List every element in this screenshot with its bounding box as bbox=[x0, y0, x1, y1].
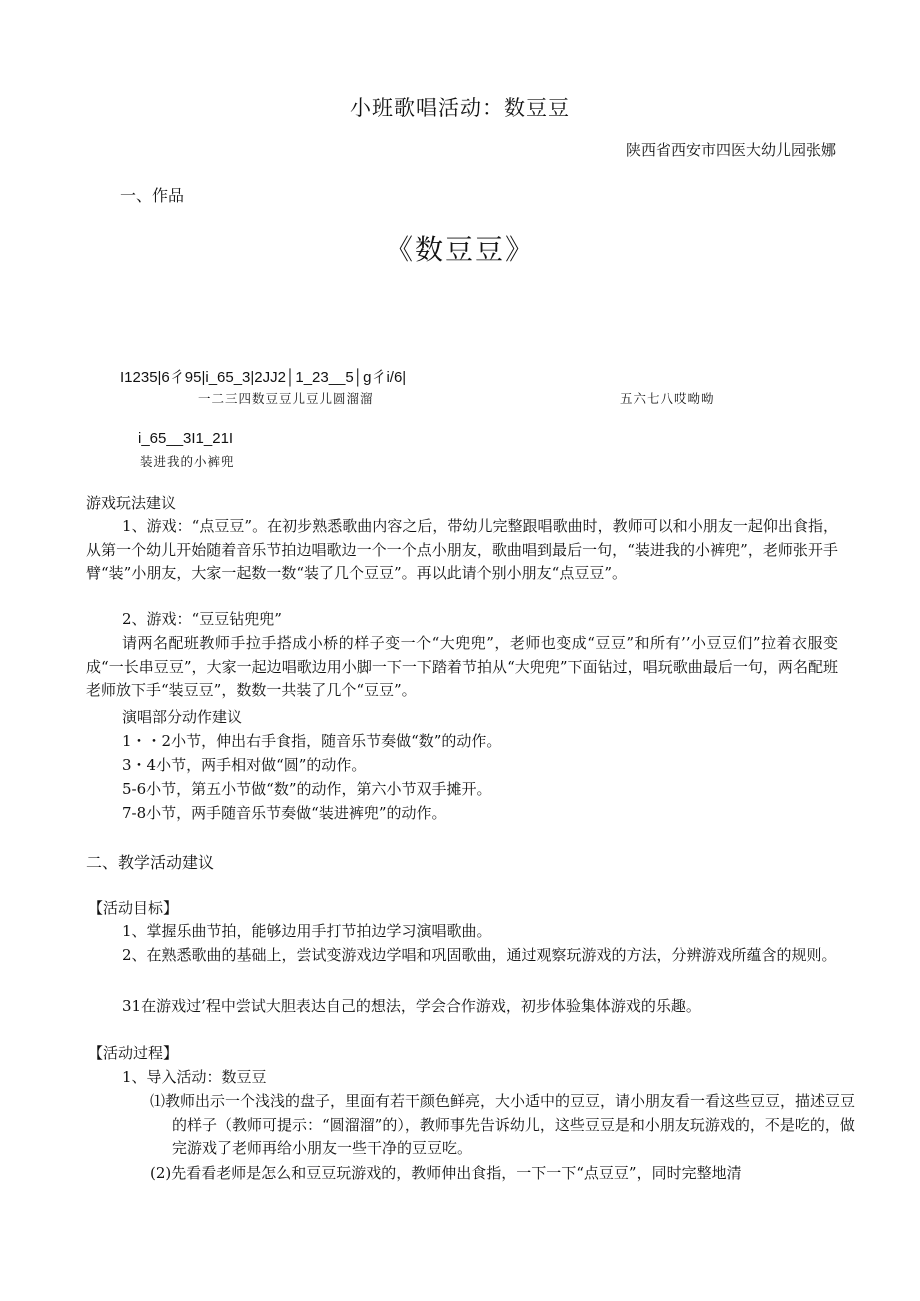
games-heading: 游戏玩法建议 bbox=[86, 494, 177, 512]
process-step-1: 1、导入活动：数豆豆 bbox=[122, 1068, 267, 1086]
action-item-3: 5-6小节，第五小节做“数”的动作，第六小节双手摊开。 bbox=[122, 780, 492, 798]
goal-item-2: 2、在熟悉歌曲的基础上，尝试变游戏边学唱和巩固歌曲，通过观察玩游戏的方法，分辨游戏所蕴含的规则。 bbox=[122, 946, 837, 964]
process-step-1b: (2)先看看老师是怎么和豆豆玩游戏的，教师伸出食指，一下一下“点豆豆”，同时完整地清 bbox=[150, 1164, 742, 1182]
action-item-4: 7-8小节，两手随音乐节奏做“装进裤兜”的动作。 bbox=[122, 804, 447, 822]
song-title: 《数豆豆》 bbox=[384, 233, 535, 266]
lyric-line-1a: 一二三四数豆豆儿豆儿圆溜溜 bbox=[198, 391, 374, 406]
process-heading: 【活动过程】 bbox=[88, 1044, 179, 1062]
document-title: 小班歌唱活动：数豆豆 bbox=[350, 96, 570, 120]
goal-item-1: 1、掌握乐曲节拍，能够边用手打节拍边学习演唱歌曲。 bbox=[122, 922, 492, 940]
notation-line-2: i_65__3I1_21I bbox=[138, 430, 234, 447]
goals-heading: 【活动目标】 bbox=[88, 899, 179, 917]
lyric-line-1b: 五六七八哎呦呦 bbox=[620, 391, 715, 406]
game-2-title: 2、游戏：“豆豆钻兜兜” bbox=[122, 610, 282, 628]
lyric-line-2: 装进我的小裤兜 bbox=[140, 454, 235, 469]
section1-heading: 一、作品 bbox=[120, 186, 185, 205]
game-1-paragraph: 1、游戏：“点豆豆”。在初步熟悉歌曲内容之后，带幼儿完整跟唱歌曲时，教师可以和小朋友一起仰出食指，从第一个幼儿开始随着音乐节拍边唱歌边一个一个点小朋友，歌曲唱到最后一句，“装进我的小裤兜”，老师张开手臂“装”小朋友，大家一起数一数“装了几个豆豆”。再以此请个别小朋友“点豆豆”。 bbox=[86, 517, 838, 582]
game-2-paragraph: 请两名配班教师手拉手搭成小桥的样子变一个“大兜兜”，老师也变成“豆豆”和所有’’小豆豆们”拉着衣服变成“一长串豆豆”，大家一起边唱歌边用小脚一下一下踏着节拍从“大兜兜”下面钻过，唱玩歌曲最后一句，两名配班老师放下手“装豆豆”，数数一共装了几个“豆豆”。 bbox=[86, 634, 838, 699]
process-step-1a: ⑴教师出示一个浅浅的盘子，里面有若干颜色鲜亮，大小适中的豆豆，请小朋友看一看这些豆豆，描述豆豆的样子（教师可提示：“圆溜溜”的），教师事先告诉幼儿，这些豆豆是和小朋友玩游戏的，不是吃的，做完游戏了老师再给小朋友一些干净的豆豆吃。 bbox=[150, 1092, 856, 1157]
action-item-1: 1・・2小节，伸出右手食指，随音乐节奏做“数”的动作。 bbox=[122, 732, 502, 750]
actions-heading: 演唱部分动作建议 bbox=[122, 708, 243, 726]
action-item-2: 3・4小节，两手相对做“圆”的动作。 bbox=[122, 756, 367, 774]
section2-heading: 二、教学活动建议 bbox=[86, 853, 215, 872]
author-line: 陕西省西安市四医大幼儿园张娜 bbox=[625, 141, 836, 159]
goal-item-3: 31在游戏过’程中尝试大胆表达自己的想法，学会合作游戏，初步体验集体游戏的乐趣。 bbox=[122, 997, 701, 1015]
notation-line-1: I1235|6彳95|i_65_3|2JJ2│1_23__5│g彳i/6| bbox=[120, 369, 407, 386]
